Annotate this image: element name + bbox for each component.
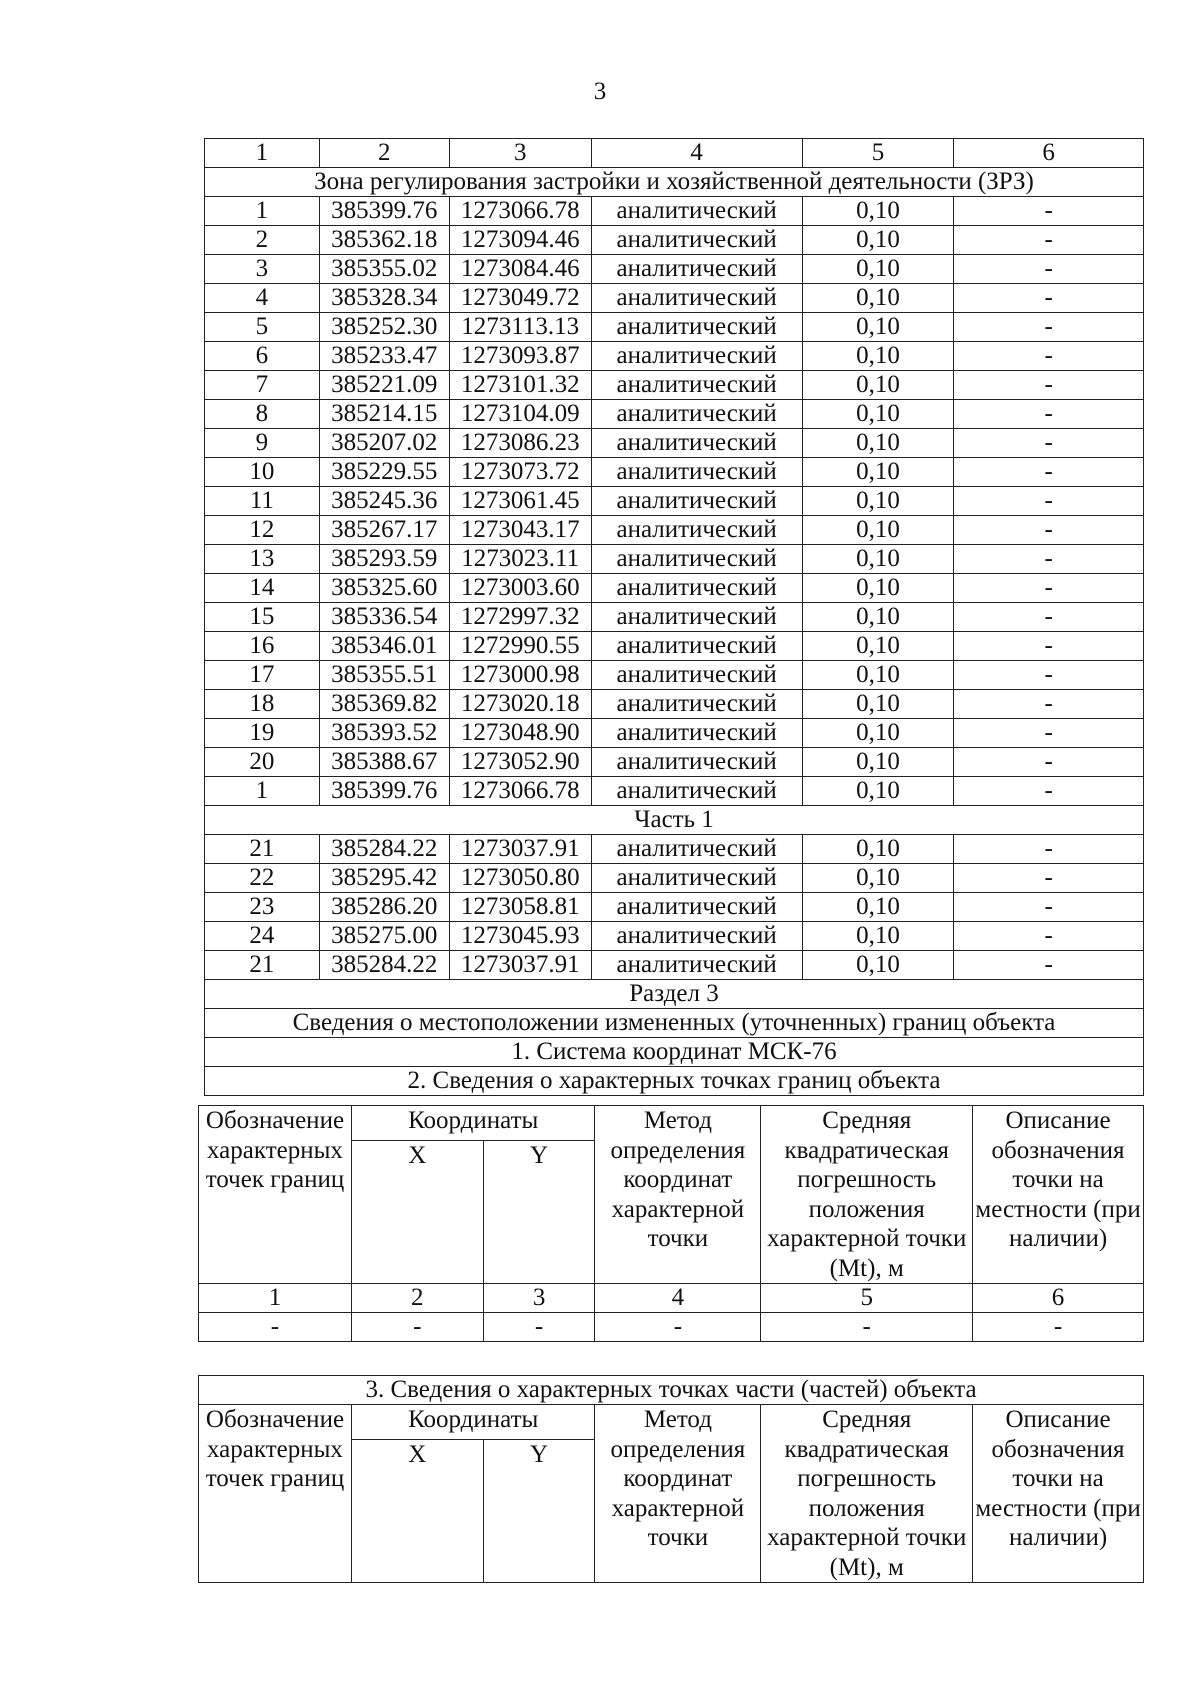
- designation-header: Обозначение характерных точек границ: [199, 1405, 352, 1583]
- method-cell: аналитический: [591, 690, 802, 719]
- x-coordinate-cell: 385207.02: [319, 429, 449, 458]
- error-cell: 0,10: [802, 893, 954, 922]
- coordinate-system: 1. Система координат МСК-76: [205, 1038, 1144, 1067]
- y-coordinate-cell: 1273061.45: [449, 487, 591, 516]
- y-coordinate-cell: 1273084.46: [449, 255, 591, 284]
- table-row: [205, 313, 1144, 342]
- method-cell: аналитический: [591, 893, 802, 922]
- error-header: Средняя квадратическая погрешность положения характерной точки (Mt), м: [761, 1106, 973, 1284]
- y-coordinate-cell: 1273050.80: [449, 864, 591, 893]
- y-coordinate-cell: 1273073.72: [449, 458, 591, 487]
- y-coordinate-cell: 1273037.91: [449, 835, 591, 864]
- y-coordinate-cell: 1273104.09: [449, 400, 591, 429]
- empty-cell: -: [483, 1313, 595, 1342]
- table-row: [205, 748, 1144, 777]
- method-header: Метод определения координат характерной точки: [595, 1106, 761, 1284]
- point-number-cell: 19: [205, 719, 320, 748]
- x-coordinate-cell: 385221.09: [319, 371, 449, 400]
- error-cell: 0,10: [802, 284, 954, 313]
- y-header: Y: [483, 1141, 595, 1284]
- empty-cell: -: [351, 1313, 483, 1342]
- x-coordinate-cell: 385325.60: [319, 574, 449, 603]
- x-coordinate-cell: 385252.30: [319, 313, 449, 342]
- x-coordinate-cell: 385245.36: [319, 487, 449, 516]
- table-row: [205, 922, 1144, 951]
- method-cell: аналитический: [591, 922, 802, 951]
- description-cell: -: [954, 226, 1144, 255]
- part-title: Часть 1: [205, 806, 1144, 835]
- method-cell: аналитический: [591, 371, 802, 400]
- table-row: [205, 777, 1144, 806]
- y-coordinate-cell: 1273094.46: [449, 226, 591, 255]
- column-number: 4: [591, 139, 802, 168]
- table-row: [205, 429, 1144, 458]
- y-coordinate-cell: 1273066.78: [449, 197, 591, 226]
- point-number-cell: 6: [205, 342, 320, 371]
- description-cell: -: [954, 313, 1144, 342]
- point-number-cell: 20: [205, 748, 320, 777]
- x-coordinate-cell: 385399.76: [319, 197, 449, 226]
- method-cell: аналитический: [591, 400, 802, 429]
- y-coordinate-cell: 1273093.87: [449, 342, 591, 371]
- description-cell: -: [954, 371, 1144, 400]
- table-row: [205, 661, 1144, 690]
- point-number-cell: 21: [205, 835, 320, 864]
- point-number-cell: 11: [205, 487, 320, 516]
- description-cell: -: [954, 603, 1144, 632]
- section-title: Раздел 3: [205, 980, 1144, 1009]
- point-number-cell: 18: [205, 690, 320, 719]
- table-row: [205, 226, 1144, 255]
- table-row: [205, 835, 1144, 864]
- error-cell: 0,10: [802, 429, 954, 458]
- column-number: 1: [199, 1284, 352, 1313]
- error-cell: 0,10: [802, 777, 954, 806]
- y-coordinate-cell: 1273113.13: [449, 313, 591, 342]
- zone-title: Зона регулирования застройки и хозяйственной деятельности (ЗРЗ): [205, 168, 1144, 197]
- table-row: [205, 690, 1144, 719]
- description-cell: -: [954, 690, 1144, 719]
- y-coordinate-cell: 1273023.11: [449, 545, 591, 574]
- description-cell: -: [954, 342, 1144, 371]
- column-number: 3: [449, 139, 591, 168]
- point-number-cell: 14: [205, 574, 320, 603]
- y-header: Y: [483, 1440, 595, 1583]
- error-cell: 0,10: [802, 661, 954, 690]
- x-coordinate-cell: 385284.22: [319, 835, 449, 864]
- x-coordinate-cell: 385346.01: [319, 632, 449, 661]
- part-points-rows: [205, 835, 1144, 980]
- error-cell: 0,10: [802, 197, 954, 226]
- description-cell: -: [954, 197, 1144, 226]
- x-coordinate-cell: 385286.20: [319, 893, 449, 922]
- boundary-points-header-table: [198, 1105, 1144, 1342]
- x-header: X: [351, 1141, 483, 1284]
- column-number: 3: [483, 1284, 595, 1313]
- x-coordinate-cell: 385336.54: [319, 603, 449, 632]
- description-cell: -: [954, 951, 1144, 980]
- method-cell: аналитический: [591, 487, 802, 516]
- description-header: Описание обозначения точки на местности (при наличии): [973, 1106, 1144, 1284]
- description-cell: -: [954, 719, 1144, 748]
- error-cell: 0,10: [802, 342, 954, 371]
- table-row: [205, 632, 1144, 661]
- method-cell: аналитический: [591, 951, 802, 980]
- table-row: [205, 255, 1144, 284]
- error-cell: 0,10: [802, 835, 954, 864]
- y-coordinate-cell: 1273049.72: [449, 284, 591, 313]
- method-cell: аналитический: [591, 603, 802, 632]
- empty-data-row: [199, 1313, 1144, 1342]
- method-cell: аналитический: [591, 835, 802, 864]
- x-coordinate-cell: 385267.17: [319, 516, 449, 545]
- error-cell: 0,10: [802, 371, 954, 400]
- y-coordinate-cell: 1272997.32: [449, 603, 591, 632]
- error-cell: 0,10: [802, 574, 954, 603]
- method-cell: аналитический: [591, 574, 802, 603]
- point-number-cell: 5: [205, 313, 320, 342]
- description-cell: -: [954, 661, 1144, 690]
- point-number-cell: 4: [205, 284, 320, 313]
- method-cell: аналитический: [591, 545, 802, 574]
- method-cell: аналитический: [591, 632, 802, 661]
- error-cell: 0,10: [802, 603, 954, 632]
- error-cell: 0,10: [802, 632, 954, 661]
- point-number-cell: 7: [205, 371, 320, 400]
- description-cell: -: [954, 284, 1144, 313]
- error-cell: 0,10: [802, 226, 954, 255]
- error-cell: 0,10: [802, 922, 954, 951]
- column-number: 5: [802, 139, 954, 168]
- description-cell: -: [954, 893, 1144, 922]
- part-points-title: 3. Сведения о характерных точках части (частей) объекта: [199, 1376, 1144, 1405]
- description-cell: -: [954, 748, 1144, 777]
- error-cell: 0,10: [802, 255, 954, 284]
- y-coordinate-cell: 1273045.93: [449, 922, 591, 951]
- method-cell: аналитический: [591, 197, 802, 226]
- y-coordinate-cell: 1273101.32: [449, 371, 591, 400]
- y-coordinate-cell: 1273043.17: [449, 516, 591, 545]
- method-cell: аналитический: [591, 777, 802, 806]
- method-cell: аналитический: [591, 429, 802, 458]
- column-number-row: [205, 139, 1144, 168]
- description-cell: -: [954, 487, 1144, 516]
- error-header: Средняя квадратическая погрешность положения характерной точки (Mt), м: [761, 1405, 973, 1583]
- description-cell: -: [954, 255, 1144, 284]
- column-number: 6: [973, 1284, 1144, 1313]
- description-cell: -: [954, 922, 1144, 951]
- y-coordinate-cell: 1273048.90: [449, 719, 591, 748]
- coordinates-header: Координаты: [351, 1405, 595, 1440]
- description-cell: -: [954, 777, 1144, 806]
- description-cell: -: [954, 632, 1144, 661]
- section-subtitle: Сведения о местоположении измененных (уточненных) границ объекта: [205, 1009, 1144, 1038]
- table-row: [205, 951, 1144, 980]
- error-cell: 0,10: [802, 719, 954, 748]
- x-coordinate-cell: 385399.76: [319, 777, 449, 806]
- x-coordinate-cell: 385214.15: [319, 400, 449, 429]
- point-number-cell: 12: [205, 516, 320, 545]
- point-number-cell: 8: [205, 400, 320, 429]
- table-row: [205, 893, 1144, 922]
- point-number-cell: 9: [205, 429, 320, 458]
- zone-coordinates-table: [204, 138, 1144, 1096]
- empty-cell: -: [595, 1313, 761, 1342]
- method-cell: аналитический: [591, 748, 802, 777]
- y-coordinate-cell: 1273003.60: [449, 574, 591, 603]
- x-coordinate-cell: 385393.52: [319, 719, 449, 748]
- description-cell: -: [954, 400, 1144, 429]
- point-number-cell: 1: [205, 777, 320, 806]
- method-cell: аналитический: [591, 313, 802, 342]
- x-coordinate-cell: 385355.51: [319, 661, 449, 690]
- point-number-cell: 2: [205, 226, 320, 255]
- table-row: [205, 574, 1144, 603]
- method-cell: аналитический: [591, 864, 802, 893]
- point-number-cell: 13: [205, 545, 320, 574]
- column-number: 1: [205, 139, 320, 168]
- x-coordinate-cell: 385293.59: [319, 545, 449, 574]
- error-cell: 0,10: [802, 313, 954, 342]
- point-number-cell: 10: [205, 458, 320, 487]
- method-cell: аналитический: [591, 255, 802, 284]
- error-cell: 0,10: [802, 458, 954, 487]
- table-row: [205, 284, 1144, 313]
- method-cell: аналитический: [591, 719, 802, 748]
- point-number-cell: 3: [205, 255, 320, 284]
- description-cell: -: [954, 574, 1144, 603]
- table-row: [205, 864, 1144, 893]
- method-header: Метод определения координат характерной точки: [595, 1405, 761, 1583]
- method-cell: аналитический: [591, 516, 802, 545]
- column-number: 2: [319, 139, 449, 168]
- table-row: [205, 516, 1144, 545]
- error-cell: 0,10: [802, 400, 954, 429]
- x-coordinate-cell: 385355.02: [319, 255, 449, 284]
- table-row: [205, 400, 1144, 429]
- x-coordinate-cell: 385362.18: [319, 226, 449, 255]
- column-number: 2: [351, 1284, 483, 1313]
- point-number-cell: 21: [205, 951, 320, 980]
- method-cell: аналитический: [591, 284, 802, 313]
- y-coordinate-cell: 1273052.90: [449, 748, 591, 777]
- column-number: 5: [761, 1284, 973, 1313]
- x-coordinate-cell: 385233.47: [319, 342, 449, 371]
- column-number: 6: [954, 139, 1144, 168]
- table-row: [205, 342, 1144, 371]
- method-cell: аналитический: [591, 226, 802, 255]
- x-coordinate-cell: 385328.34: [319, 284, 449, 313]
- table-row: [205, 197, 1144, 226]
- designation-header: Обозначение характерных точек границ: [199, 1106, 352, 1284]
- coordinates-header: Координаты: [351, 1106, 595, 1141]
- description-cell: -: [954, 429, 1144, 458]
- point-number-cell: 23: [205, 893, 320, 922]
- points-section-title: 2. Сведения о характерных точках границ объекта: [205, 1067, 1144, 1096]
- x-coordinate-cell: 385275.00: [319, 922, 449, 951]
- page-number: 3: [593, 78, 607, 105]
- error-cell: 0,10: [802, 864, 954, 893]
- x-coordinate-cell: 385284.22: [319, 951, 449, 980]
- table-row: [205, 458, 1144, 487]
- table-row: [205, 719, 1144, 748]
- point-number-cell: 17: [205, 661, 320, 690]
- zone-points-rows: [205, 197, 1144, 806]
- error-cell: 0,10: [802, 951, 954, 980]
- point-number-cell: 24: [205, 922, 320, 951]
- table-row: [205, 487, 1144, 516]
- method-cell: аналитический: [591, 661, 802, 690]
- y-coordinate-cell: 1273037.91: [449, 951, 591, 980]
- description-cell: -: [954, 458, 1144, 487]
- y-coordinate-cell: 1272990.55: [449, 632, 591, 661]
- x-coordinate-cell: 385229.55: [319, 458, 449, 487]
- point-number-cell: 22: [205, 864, 320, 893]
- empty-cell: -: [199, 1313, 352, 1342]
- x-coordinate-cell: 385369.82: [319, 690, 449, 719]
- y-coordinate-cell: 1273000.98: [449, 661, 591, 690]
- empty-cell: -: [973, 1313, 1144, 1342]
- empty-cell: -: [761, 1313, 973, 1342]
- method-cell: аналитический: [591, 342, 802, 371]
- table-row: [205, 603, 1144, 632]
- method-cell: аналитический: [591, 458, 802, 487]
- x-header: X: [351, 1440, 483, 1583]
- y-coordinate-cell: 1273066.78: [449, 777, 591, 806]
- description-cell: -: [954, 545, 1144, 574]
- description-cell: -: [954, 835, 1144, 864]
- part-points-header-table: [198, 1375, 1144, 1583]
- y-coordinate-cell: 1273058.81: [449, 893, 591, 922]
- column-number: 4: [595, 1284, 761, 1313]
- point-number-cell: 15: [205, 603, 320, 632]
- y-coordinate-cell: 1273086.23: [449, 429, 591, 458]
- description-cell: -: [954, 516, 1144, 545]
- table-row: [205, 371, 1144, 400]
- point-number-cell: 16: [205, 632, 320, 661]
- error-cell: 0,10: [802, 690, 954, 719]
- table-row: [205, 545, 1144, 574]
- y-coordinate-cell: 1273020.18: [449, 690, 591, 719]
- description-header: Описание обозначения точки на местности (при наличии): [973, 1405, 1144, 1583]
- x-coordinate-cell: 385388.67: [319, 748, 449, 777]
- point-number-cell: 1: [205, 197, 320, 226]
- error-cell: 0,10: [802, 748, 954, 777]
- column-number-row: [199, 1284, 1144, 1313]
- x-coordinate-cell: 385295.42: [319, 864, 449, 893]
- error-cell: 0,10: [802, 487, 954, 516]
- error-cell: 0,10: [802, 545, 954, 574]
- description-cell: -: [954, 864, 1144, 893]
- error-cell: 0,10: [802, 516, 954, 545]
